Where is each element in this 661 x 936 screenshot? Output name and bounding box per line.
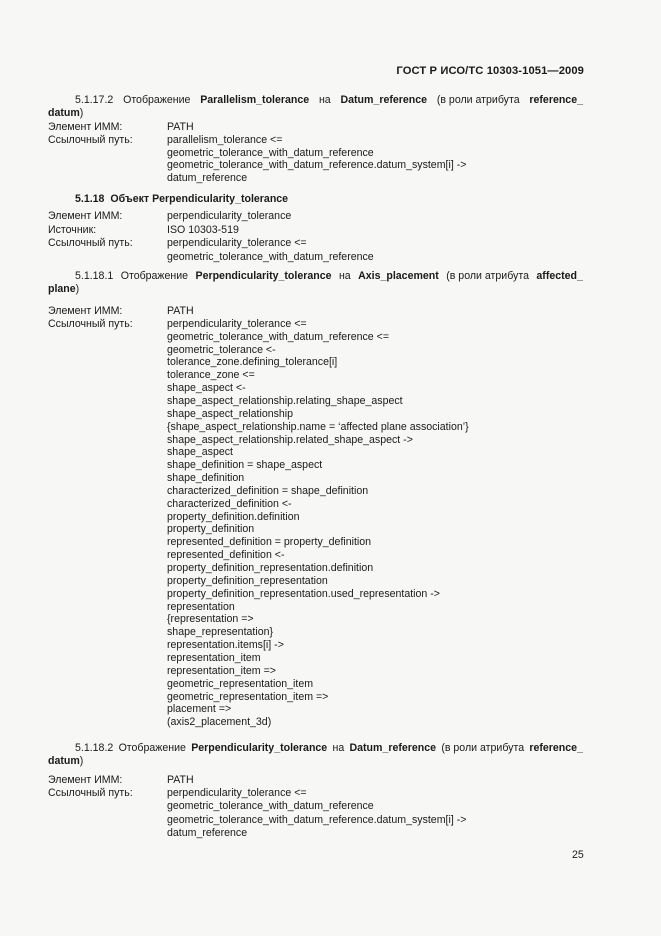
row-value: geometric_tolerance_with_datum_reference <= — [167, 330, 390, 343]
row-value: shape_representation} — [167, 626, 274, 639]
row-value: perpendicularity_tolerance — [167, 210, 292, 222]
row-value: shape_definition — [167, 472, 245, 485]
row-value: PATH — [167, 774, 194, 786]
row-value: geometric_tolerance_with_datum_reference — [167, 800, 374, 813]
row-value: geometric_tolerance_with_datum_reference — [167, 250, 374, 263]
section-tail: (в роли атрибута — [436, 94, 520, 106]
row-value: perpendicularity_tolerance <= — [167, 237, 307, 250]
section-number: 5.1.18.1 — [75, 270, 114, 282]
target-name: Datum_reference — [349, 742, 437, 754]
target-name: Axis_placement — [358, 270, 439, 282]
row-value: representation.items[i] -> — [167, 639, 284, 652]
attribute-name-cont: datum — [48, 106, 80, 119]
row-value: PATH — [167, 121, 194, 133]
row-value: shape_aspect_relationship.relating_shape_aspect — [167, 394, 403, 407]
close-paren: ) — [79, 754, 84, 767]
section-pre: Объект — [110, 193, 150, 205]
row-label: Элемент ИММ: — [48, 210, 123, 222]
close-paren: ) — [75, 282, 80, 295]
section-tail: (в роли атрибута — [446, 270, 529, 282]
row-value: parallelism_tolerance <= — [167, 133, 283, 146]
attribute-name: reference_ — [529, 94, 583, 106]
row-value: perpendicularity_tolerance <= — [167, 317, 307, 330]
row-value: datum_reference — [167, 172, 248, 185]
section-5-1-17-2-heading — [48, 94, 583, 120]
section-pre: Отображение — [118, 742, 186, 754]
entity-name: Parallelism_tolerance — [200, 94, 310, 106]
row-value: property_definition_representation — [167, 574, 328, 587]
row-value: represented_definition <- — [167, 549, 285, 562]
row-value: shape_aspect_relationship — [167, 407, 294, 420]
row-value: geometric_tolerance_with_datum_reference.datum_system[i] -> — [167, 813, 467, 826]
row-value: datum_reference — [167, 826, 248, 839]
section-5-1-18-2-heading — [48, 742, 583, 768]
section-5-1-18-1-heading — [48, 270, 583, 296]
row-value: (axis2_placement_3d) — [167, 716, 272, 729]
row-value: property_definition_representation.used_representation -> — [167, 587, 440, 600]
section-number: 5.1.17.2 — [75, 94, 114, 106]
row-label: Ссылочный путь: — [48, 133, 133, 146]
section-tail: (в роли атрибута — [441, 742, 525, 754]
target-name: Datum_reference — [340, 94, 428, 106]
row-value: representation — [167, 600, 235, 613]
row-value: geometric_representation_item — [167, 677, 314, 690]
attribute-name: reference_ — [529, 742, 583, 754]
attribute-name-cont: plane — [48, 282, 76, 295]
attribute-name-cont: datum — [48, 754, 80, 767]
entity-name: Perpendicularity_tolerance — [195, 270, 332, 282]
row-value: placement => — [167, 703, 232, 716]
row-label: Элемент ИММ: — [48, 774, 123, 786]
row-value: representation_item — [167, 651, 261, 664]
row-value: shape_aspect <- — [167, 382, 246, 395]
section-mid: на — [338, 270, 351, 282]
row-value: PATH — [167, 305, 194, 317]
row-value: shape_definition = shape_aspect — [167, 459, 323, 472]
row-value: geometric_tolerance_with_datum_reference.datum_system[i] -> — [167, 159, 467, 172]
section-pre: Отображение — [120, 270, 189, 282]
row-label: Ссылочный путь: — [48, 237, 133, 250]
section-pre: Отображение — [123, 94, 191, 106]
row-value: represented_definition = property_definition — [167, 536, 372, 549]
close-paren: ) — [79, 106, 84, 119]
row-value: shape_aspect_relationship.related_shape_aspect -> — [167, 433, 413, 446]
section-mid: на — [318, 94, 331, 106]
row-value: geometric_tolerance_with_datum_reference — [167, 146, 374, 159]
section-number: 5.1.18 — [75, 193, 105, 205]
document-header: ГОСТ Р ИСО/ТС 10303-1051—2009 — [396, 65, 584, 77]
row-label: Элемент ИММ: — [48, 121, 123, 133]
row-label: Ссылочный путь: — [48, 317, 133, 330]
row-value: tolerance_zone <= — [167, 369, 255, 382]
row-value: characterized_definition <- — [167, 497, 292, 510]
row-value: tolerance_zone.defining_tolerance[i] — [167, 356, 338, 369]
row-label: Источник: — [48, 223, 97, 236]
row-value: property_definition.definition — [167, 510, 300, 523]
row-value: geometric_tolerance <- — [167, 343, 276, 356]
section-mid: на — [332, 742, 345, 754]
attribute-name: affected_ — [536, 270, 583, 282]
row-label: Ссылочный путь: — [48, 787, 133, 800]
page-number: 25 — [572, 849, 584, 861]
row-value: shape_aspect — [167, 446, 233, 459]
row-value: ISO 10303-519 — [167, 223, 239, 236]
section-5-1-18-heading — [75, 193, 288, 206]
row-value: property_definition — [167, 523, 255, 536]
row-value: perpendicularity_tolerance <= — [167, 787, 307, 800]
row-value: characterized_definition = shape_definition — [167, 484, 369, 497]
row-value: {shape_aspect_relationship.name = ‘affected plane association’} — [167, 420, 469, 433]
row-value: geometric_representation_item => — [167, 690, 329, 703]
row-label: Элемент ИММ: — [48, 305, 123, 317]
entity-name: Perpendicularity_tolerance — [152, 193, 289, 205]
row-value: property_definition_representation.definition — [167, 562, 374, 574]
section-number: 5.1.18.2 — [75, 742, 114, 754]
row-value: {representation => — [167, 613, 254, 626]
entity-name: Perpendicularity_tolerance — [191, 742, 328, 754]
row-value: representation_item => — [167, 664, 276, 677]
